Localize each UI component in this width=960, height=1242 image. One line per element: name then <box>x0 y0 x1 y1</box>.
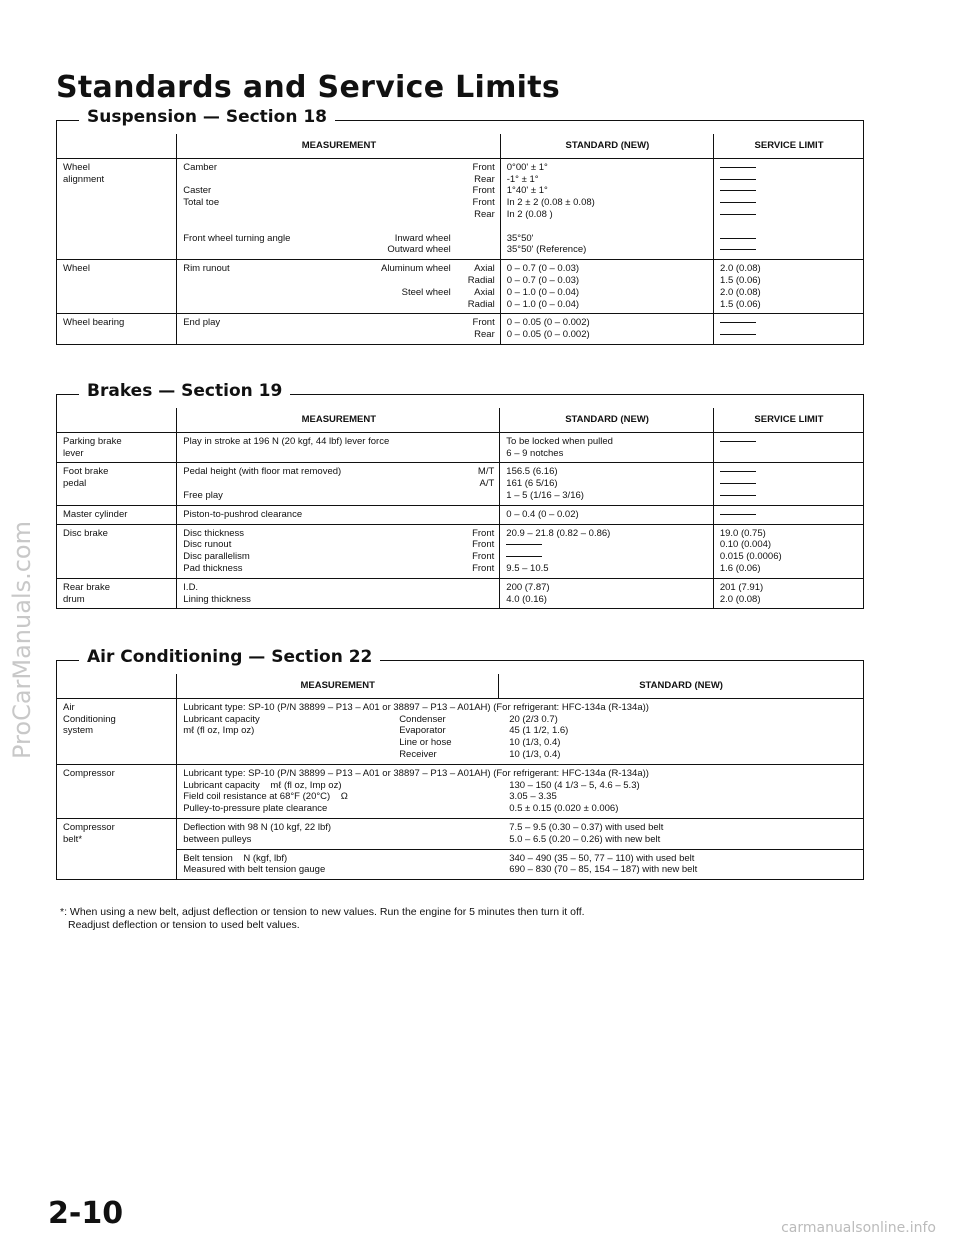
measurement-position: Radial <box>467 298 495 310</box>
column-header-row <box>177 674 863 698</box>
standard-value: To be locked when pulled <box>506 435 613 447</box>
table-row <box>57 505 863 524</box>
table-row <box>57 158 863 259</box>
measurement-position <box>450 582 494 594</box>
limit-value-dash <box>720 509 858 521</box>
item-label: alignment <box>63 173 105 185</box>
measurement-line <box>183 478 494 490</box>
standard-value: 1°40' ± 1° <box>506 185 548 197</box>
measurement-line <box>183 299 495 311</box>
measurement-line <box>183 185 495 197</box>
measurement-line <box>183 436 494 448</box>
spec-value: 10 (1/3, 0.4) <box>509 737 561 749</box>
table-row <box>57 818 863 849</box>
standard-value: 0 – 1.0 (0 – 0.04) <box>506 286 580 298</box>
measurement-position <box>450 436 494 448</box>
row-item <box>57 432 177 463</box>
row-item <box>57 260 177 314</box>
column-header: SERVICE LIMIT <box>714 134 863 158</box>
spec-sublabel <box>399 834 509 846</box>
spec-value: 690 – 830 (70 – 85, 154 – 187) with new belt <box>509 864 698 876</box>
standard-value: 0 – 0.05 (0 – 0.002) <box>506 317 590 329</box>
header-blank <box>57 134 177 158</box>
item-label: Master cylinder <box>63 508 128 520</box>
dash-mark <box>720 495 756 496</box>
table-row <box>57 463 863 505</box>
standard-value: 0 – 0.7 (0 – 0.03) <box>506 263 580 275</box>
limit-value-dash <box>720 162 858 174</box>
measurement-label: Play in stroke at 196 N (20 kgf, 44 lbf) lever force <box>183 435 390 447</box>
standard-value: 20.9 – 21.8 (0.82 – 0.86) <box>506 527 611 539</box>
spec-sublabel <box>399 780 509 792</box>
spec-line <box>183 737 858 749</box>
spec-value: 0.5 ± 0.15 (0.020 ± 0.006) <box>509 803 619 815</box>
measurement-line <box>183 582 494 594</box>
limit-value: 0.015 (0.0006) <box>719 551 782 563</box>
standard-value: 0°00' ± 1° <box>506 161 548 173</box>
footer-site: carmanualsonline.info <box>781 1220 936 1236</box>
lead-line: Lubricant type: SP-10 (P/N 38899 – P13 – A01 or 38897 – P13 – A01AH) (For refrigerant: HFC-134a (R-134a)) <box>183 701 649 713</box>
item-label: lever <box>63 447 84 459</box>
standard-value: 0 – 0.4 (0 – 0.02) <box>506 508 579 520</box>
row-standard <box>500 505 714 524</box>
dash-mark <box>720 190 756 191</box>
spec-line <box>183 791 858 803</box>
section-heading: Brakes — Section 19 <box>79 381 290 401</box>
measurement-label <box>183 174 186 186</box>
row-limit <box>713 432 863 463</box>
limit-value-dash <box>720 197 858 209</box>
limit-value-dash <box>720 174 858 186</box>
measurement-position: Front <box>472 551 495 563</box>
measurement-line <box>183 490 494 502</box>
row-limit <box>714 314 863 344</box>
measurement-label: Piston-to-pushrod clearance <box>183 508 303 520</box>
measurement-label: Front wheel turning angle <box>183 232 291 244</box>
spec-sublabel <box>399 853 509 865</box>
spec-sublabel <box>399 864 509 876</box>
spec-sublabel: Line or hose <box>399 737 452 749</box>
limit-value-dash <box>720 233 858 245</box>
measurement-label <box>183 275 333 287</box>
measurement-position: Rear <box>474 173 495 185</box>
measurement-label <box>183 221 186 233</box>
row-item <box>57 818 177 849</box>
measurement-sublabel: Outward wheel <box>387 244 451 256</box>
dash-mark <box>720 214 756 215</box>
measurement-line <box>183 209 495 221</box>
item-label: Conditioning <box>63 713 116 725</box>
item-label: Foot brake <box>63 466 109 478</box>
spec-line <box>183 834 858 846</box>
table-row <box>57 578 863 608</box>
lead-line: Lubricant type: SP-10 (P/N 38899 – P13 – A01 or 38897 – P13 – A01AH) (For refrigerant: HFC-134a (R-134a)) <box>183 767 649 779</box>
row-standard <box>500 314 713 344</box>
row-standard <box>500 260 713 314</box>
dash-mark <box>720 441 756 442</box>
item-label: Wheel <box>63 263 90 275</box>
measurement-line <box>183 287 495 299</box>
column-header: MEASUREMENT <box>177 674 499 698</box>
measurement-label: Free play <box>183 489 223 501</box>
spec-value: 130 – 150 (4 1/3 – 5, 4.6 – 5.3) <box>509 779 640 791</box>
standard-value: -1° ± 1° <box>506 173 539 185</box>
measurement-line <box>183 197 495 209</box>
spec-line <box>183 803 858 815</box>
item-label: system <box>63 725 94 737</box>
limit-value-dash <box>720 478 858 490</box>
row-standard <box>500 463 714 505</box>
footnote <box>60 906 880 932</box>
row-item <box>57 158 177 259</box>
row-item <box>57 463 177 505</box>
row-content <box>177 818 863 849</box>
limit-value: 201 (7.91) <box>719 581 764 593</box>
limit-value-dash <box>720 490 858 502</box>
spec-label: Field coil resistance at 68°F (20°C) Ω <box>183 791 348 803</box>
spec-label: between pulleys <box>183 833 252 845</box>
footnote-line: Readjust deflection or tension to used belt values. <box>68 919 300 931</box>
measurement-line <box>183 528 494 540</box>
measurement-label: End play <box>183 317 221 329</box>
measurement-label: Pedal height (with floor mat removed) <box>183 466 342 478</box>
row-standard <box>500 432 714 463</box>
row-content <box>177 764 863 818</box>
measurement-position: Front <box>472 185 495 197</box>
measurement-label: Caster <box>183 185 212 197</box>
dash-mark <box>720 334 756 335</box>
row-measurement <box>177 158 501 259</box>
section-heading: Air Conditioning — Section 22 <box>79 647 380 667</box>
measurement-position: M/T <box>477 466 495 478</box>
page-title: Standards and Service Limits <box>56 70 561 105</box>
standard-value: In 2 (0.08 ) <box>506 208 553 220</box>
dash-mark <box>720 167 756 168</box>
standard-value: 1 – 5 (1/16 – 3/16) <box>506 489 584 501</box>
item-label: drum <box>63 593 85 605</box>
column-header: STANDARD (NEW) <box>500 408 714 432</box>
dash-mark <box>720 249 756 250</box>
table-row <box>57 849 863 879</box>
row-measurement <box>177 432 500 463</box>
spec-sublabel: Receiver <box>399 748 437 760</box>
limit-value-dash <box>720 436 858 448</box>
table-row <box>57 314 863 344</box>
row-measurement <box>177 524 500 578</box>
measurement-position: Axial <box>474 286 495 298</box>
dash-mark <box>506 544 542 545</box>
standard-value: 4.0 (0.16) <box>506 593 547 605</box>
row-item <box>57 578 177 608</box>
row-limit <box>714 158 863 259</box>
column-header: MEASUREMENT <box>177 134 501 158</box>
row-item <box>57 764 177 818</box>
measurement-line <box>183 221 495 233</box>
measurement-line <box>183 563 494 575</box>
spec-line <box>183 749 858 761</box>
standard-value-dash <box>506 551 708 563</box>
spec-label <box>183 737 399 749</box>
dash-mark <box>506 556 542 557</box>
table-row <box>57 432 863 463</box>
spec-value: 10 (1/3, 0.4) <box>509 748 561 760</box>
measurement-position <box>450 509 494 521</box>
measurement-label: Disc runout <box>183 539 232 551</box>
measurement-line <box>183 329 495 341</box>
spec-label: mℓ (fl oz, Imp oz) <box>183 725 255 737</box>
spec-sublabel <box>399 791 509 803</box>
limit-value: 1.6 (0.06) <box>719 563 761 575</box>
measurement-position: A/T <box>479 478 495 490</box>
measurement-label: Disc parallelism <box>183 551 250 563</box>
dash-mark <box>720 322 756 323</box>
measurement-position: Front <box>472 197 495 209</box>
spec-label <box>183 749 399 761</box>
measurement-label <box>183 244 333 256</box>
section-heading: Suspension — Section 18 <box>79 107 335 127</box>
spec-line <box>183 853 858 865</box>
limit-value: 1.5 (0.06) <box>720 298 761 310</box>
standard-value: 6 – 9 notches <box>506 447 564 459</box>
spec-value: 340 – 490 (35 – 50, 77 – 110) with used belt <box>509 852 695 864</box>
column-header: STANDARD (NEW) <box>639 680 723 691</box>
row-limit <box>713 505 863 524</box>
limit-value-dash <box>720 466 858 478</box>
measurement-position <box>451 221 495 233</box>
measurement-position: Axial <box>474 263 495 275</box>
row-item <box>57 314 177 344</box>
spec-value: 7.5 – 9.5 (0.30 – 0.37) with used belt <box>509 821 664 833</box>
spec-sublabel <box>399 803 509 815</box>
column-header: MEASUREMENT <box>177 408 500 432</box>
table-row <box>57 764 863 818</box>
dash-mark <box>720 483 756 484</box>
spec-line <box>183 864 858 876</box>
standard-value: 35°50' (Reference) <box>506 244 587 256</box>
measurement-position <box>451 233 495 245</box>
item-label: Wheel <box>63 161 90 173</box>
air-conditioning-section <box>56 647 864 880</box>
measurement-line <box>183 162 495 174</box>
item-label <box>63 852 171 864</box>
spec-line <box>183 780 858 792</box>
item-label: Rear brake <box>63 581 110 593</box>
brakes-table <box>57 408 863 608</box>
item-label: Disc brake <box>63 527 108 539</box>
spec-value: 20 (2/3 0.7) <box>509 713 558 725</box>
footnote-line: *: When using a new belt, adjust deflection or tension to new values. Run the engine for 5 minutes then turn it off. <box>60 906 585 918</box>
measurement-label <box>183 478 186 490</box>
measurement-label <box>183 287 333 299</box>
measurement-position: Rear <box>474 329 495 341</box>
row-item <box>57 698 177 764</box>
standard-value: 35°50' <box>506 232 534 244</box>
limit-value: 0.10 (0.004) <box>719 539 772 551</box>
limit-value-dash <box>720 244 858 256</box>
spec-label: Measured with belt tension gauge <box>183 864 326 876</box>
measurement-sublabel: Inward wheel <box>394 232 451 244</box>
limit-value-dash <box>720 185 858 197</box>
row-item <box>57 849 177 879</box>
row-content <box>177 698 863 764</box>
row-limit <box>713 463 863 505</box>
dash-mark <box>720 514 756 515</box>
item-label: Compressor <box>63 767 115 779</box>
spec-label: Lubricant capacity <box>183 713 260 725</box>
table-row <box>57 698 863 764</box>
measurement-line <box>183 174 495 186</box>
air-conditioning-table <box>57 674 863 879</box>
measurement-position: Front <box>472 317 495 329</box>
measurement-label: Lining thickness <box>183 593 251 605</box>
item-label: pedal <box>63 478 87 490</box>
standard-value: 161 (6 5/16) <box>506 478 558 490</box>
table-row <box>57 260 863 314</box>
row-measurement <box>177 578 500 608</box>
header-blank <box>57 674 177 698</box>
measurement-label: Rim runout <box>183 263 230 275</box>
row-measurement <box>177 260 501 314</box>
item-label: Air <box>63 701 75 713</box>
item-label: Parking brake <box>63 435 122 447</box>
limit-value: 2.0 (0.08) <box>719 593 761 605</box>
measurement-line <box>183 551 494 563</box>
column-header: STANDARD (NEW) <box>500 134 713 158</box>
suspension-table <box>57 134 863 344</box>
measurement-label <box>183 329 186 341</box>
column-header: SERVICE LIMIT <box>713 408 863 432</box>
spec-sublabel: Condenser <box>399 713 446 725</box>
limit-value: 2.0 (0.08) <box>720 263 761 275</box>
row-measurement <box>177 463 500 505</box>
limit-value <box>720 221 858 233</box>
item-label: belt* <box>63 833 83 845</box>
dash-mark <box>720 179 756 180</box>
standard-value: 0 – 1.0 (0 – 0.04) <box>506 298 580 310</box>
measurement-position: Front <box>472 527 495 539</box>
measurement-label: Camber <box>183 161 217 173</box>
measurement-position <box>450 594 494 606</box>
item-label: Wheel bearing <box>63 317 125 329</box>
standard-value: In 2 ± 2 (0.08 ± 0.08) <box>506 197 595 209</box>
measurement-position <box>450 490 494 502</box>
spec-line <box>183 725 858 737</box>
measurement-line <box>183 317 495 329</box>
row-standard <box>500 158 713 259</box>
spec-label: Belt tension N (kgf, lbf) <box>183 852 288 864</box>
measurement-label: Pad thickness <box>183 563 243 575</box>
measurement-label <box>183 209 186 221</box>
row-item <box>57 505 177 524</box>
measurement-line <box>183 539 494 551</box>
measurement-line <box>183 263 495 275</box>
standard-value: 156.5 (6.16) <box>506 466 558 478</box>
standard-value: 9.5 – 10.5 <box>506 563 549 575</box>
measurement-line <box>183 275 495 287</box>
spec-label: Lubricant capacity mℓ (fl oz, Imp oz) <box>183 779 342 791</box>
measurement-sublabel: Aluminum wheel <box>381 263 451 275</box>
spec-sublabel <box>399 822 509 834</box>
measurement-sublabel: Steel wheel <box>401 286 451 298</box>
measurement-position: Front <box>472 563 495 575</box>
limit-value: 1.5 (0.06) <box>720 275 761 287</box>
standard-value-dash <box>506 539 708 551</box>
limit-value-dash <box>720 317 858 329</box>
row-measurement <box>177 505 500 524</box>
measurement-line <box>183 594 494 606</box>
measurement-label: Total toe <box>183 197 220 209</box>
spec-value: 45 (1 1/2, 1.6) <box>509 725 569 737</box>
watermark-text: ProCarManuals.com <box>8 520 36 760</box>
standard-value <box>507 221 708 233</box>
row-limit <box>713 578 863 608</box>
measurement-line <box>183 509 494 521</box>
spec-line <box>183 714 858 726</box>
measurement-position: Radial <box>467 275 495 287</box>
row-standard <box>500 578 714 608</box>
row-content <box>177 849 863 879</box>
limit-value-dash <box>720 329 858 341</box>
measurement-position: Front <box>472 539 495 551</box>
row-standard <box>500 524 714 578</box>
dash-mark <box>720 471 756 472</box>
measurement-position <box>451 244 495 256</box>
standard-value: 0 – 0.7 (0 – 0.03) <box>506 275 580 287</box>
spec-label: Pulley-to-pressure plate clearance <box>183 803 328 815</box>
row-limit <box>713 524 863 578</box>
header-blank <box>57 408 177 432</box>
dash-mark <box>720 238 756 239</box>
standard-value: 0 – 0.05 (0 – 0.002) <box>506 329 590 341</box>
spec-value: 5.0 – 6.5 (0.20 – 0.26) with new belt <box>509 833 661 845</box>
limit-value-dash <box>720 209 858 221</box>
page-number: 2-10 <box>48 1196 124 1231</box>
limit-value: 19.0 (0.75) <box>719 527 766 539</box>
measurement-position: Front <box>472 161 495 173</box>
dash-mark <box>720 202 756 203</box>
measurement-label: I.D. <box>183 581 199 593</box>
spec-label: Deflection with 98 N (10 kgf, 22 lbf) <box>183 821 332 833</box>
spec-sublabel: Evaporator <box>399 725 446 737</box>
brakes-section <box>56 381 864 609</box>
table-row <box>57 524 863 578</box>
suspension-section <box>56 107 864 345</box>
measurement-line <box>183 466 494 478</box>
spec-value: 3.05 – 3.35 <box>509 791 557 803</box>
measurement-label <box>183 299 333 311</box>
row-measurement <box>177 314 501 344</box>
standard-value: 200 (7.87) <box>506 581 550 593</box>
measurement-line <box>183 233 495 245</box>
watermark <box>0 0 44 1242</box>
measurement-position: Rear <box>474 208 495 220</box>
row-limit <box>714 260 863 314</box>
measurement-line <box>183 244 495 256</box>
row-item <box>57 524 177 578</box>
spec-line <box>183 822 858 834</box>
item-label: Compressor <box>63 821 115 833</box>
limit-value: 2.0 (0.08) <box>720 286 761 298</box>
measurement-label: Disc thickness <box>183 527 245 539</box>
